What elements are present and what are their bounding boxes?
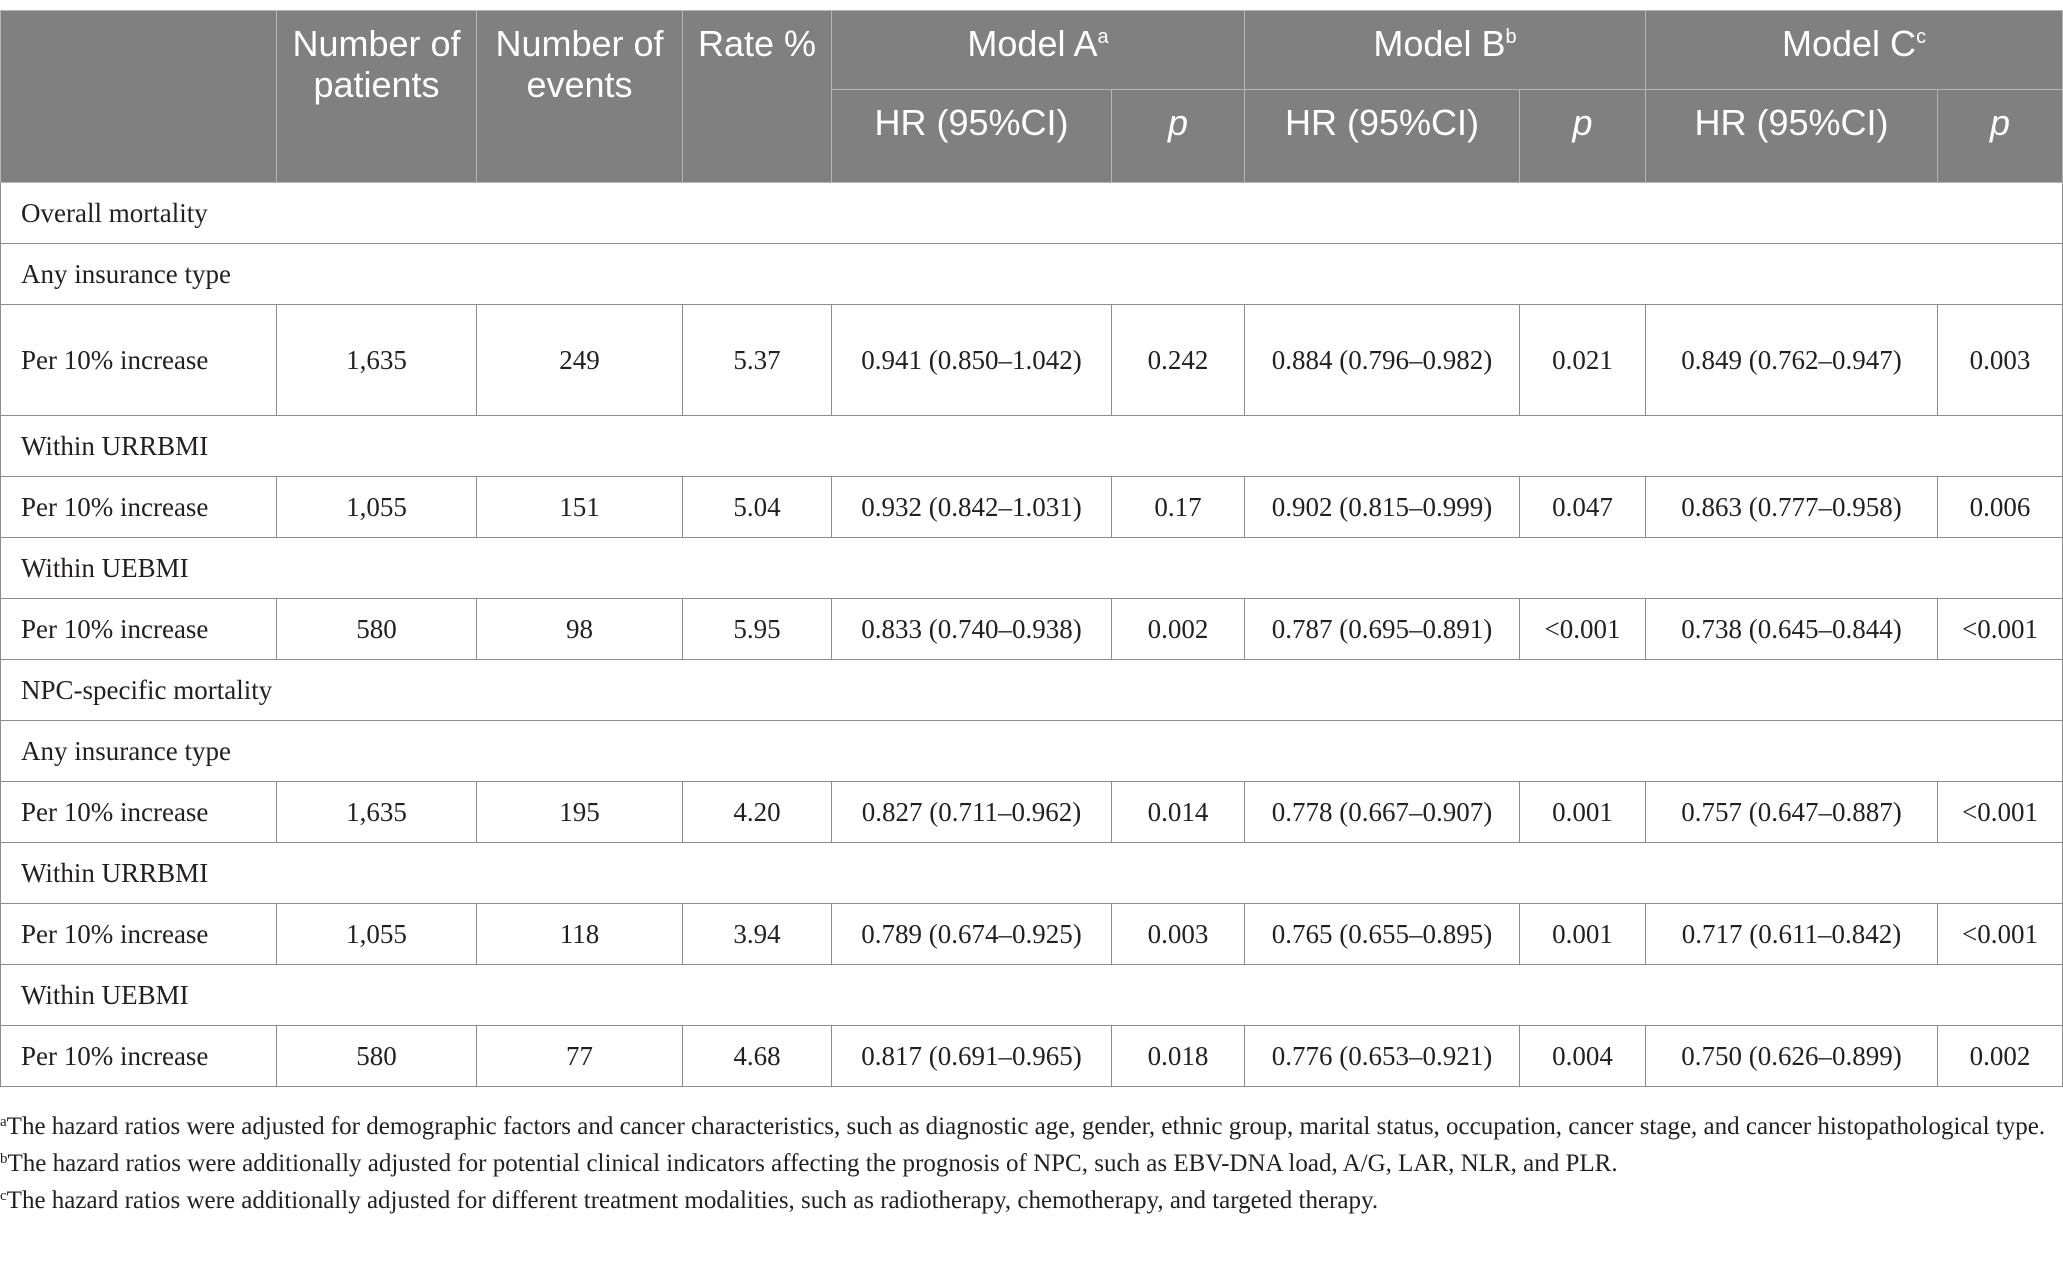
section-label: Within URRBMI <box>1 416 2063 477</box>
cell-p-c: 0.002 <box>1938 1026 2063 1087</box>
footnote-c <box>0 1182 2055 1219</box>
cell-p-c: <0.001 <box>1938 599 2063 660</box>
section-row <box>1 660 2063 721</box>
cell-hr-a: 0.941 (0.850–1.042) <box>832 305 1112 416</box>
cell-p-b: 0.021 <box>1520 305 1646 416</box>
cell-hr-b: 0.787 (0.695–0.891) <box>1245 599 1520 660</box>
cell-events: 151 <box>477 477 683 538</box>
header-empty-cell <box>1 11 277 183</box>
hazard-ratio-table <box>0 10 2063 1087</box>
table-row <box>1 599 2063 660</box>
footnote-mark: b <box>0 1151 8 1167</box>
cell-p-c: <0.001 <box>1938 782 2063 843</box>
cell-hr-a: 0.789 (0.674–0.925) <box>832 904 1112 965</box>
table-row <box>1 1026 2063 1087</box>
section-label: Within UEBMI <box>1 965 2063 1026</box>
model-b-label: Model B <box>1373 23 1506 64</box>
cell-p-c: 0.003 <box>1938 305 2063 416</box>
section-label: NPC-specific mortality <box>1 660 2063 721</box>
header-model-a <box>832 11 1245 90</box>
cell-hr-c: 0.717 (0.611–0.842) <box>1646 904 1938 965</box>
header-model-b <box>1245 11 1646 90</box>
model-c-footnote-mark: c <box>1916 26 1927 48</box>
footnote-text: The hazard ratios were additionally adjusted for different treatment modalities, such as radiotherapy, chemotherapy, and targeted therapy. <box>6 1187 1379 1214</box>
cell-hr-a: 0.932 (0.842–1.031) <box>832 477 1112 538</box>
footnote-mark: c <box>0 1188 7 1204</box>
footnote-a <box>0 1108 2055 1145</box>
model-c-label: Model C <box>1782 23 1917 64</box>
footnotes <box>0 1108 2055 1219</box>
cell-hr-c: 0.738 (0.645–0.844) <box>1646 599 1938 660</box>
section-row <box>1 721 2063 782</box>
header-p-model-a: p <box>1112 90 1245 183</box>
section-label: Any insurance type <box>1 721 2063 782</box>
cell-patients: 1,055 <box>277 904 477 965</box>
cell-hr-a: 0.817 (0.691–0.965) <box>832 1026 1112 1087</box>
cell-events: 98 <box>477 599 683 660</box>
row-label: Per 10% increase <box>1 1026 277 1087</box>
footnote-text: The hazard ratios were additionally adjusted for potential clinical indicators affecting the prognosis of NPC, such as EBV-DNA load, A/G, LAR, NLR, and PLR. <box>7 1150 1618 1177</box>
cell-hr-c: 0.750 (0.626–0.899) <box>1646 1026 1938 1087</box>
section-row <box>1 965 2063 1026</box>
row-label: Per 10% increase <box>1 599 277 660</box>
section-label: Any insurance type <box>1 244 2063 305</box>
section-row <box>1 183 2063 244</box>
cell-p-c: 0.006 <box>1938 477 2063 538</box>
cell-p-c: <0.001 <box>1938 904 2063 965</box>
row-label: Per 10% increase <box>1 782 277 843</box>
table-row <box>1 305 2063 416</box>
cell-patients: 1,635 <box>277 305 477 416</box>
cell-p-a: 0.002 <box>1112 599 1245 660</box>
cell-rate: 5.95 <box>683 599 832 660</box>
cell-p-b: 0.001 <box>1520 904 1646 965</box>
cell-rate: 5.37 <box>683 305 832 416</box>
table-row <box>1 904 2063 965</box>
cell-hr-a: 0.833 (0.740–0.938) <box>832 599 1112 660</box>
cell-p-a: 0.018 <box>1112 1026 1245 1087</box>
cell-rate: 4.20 <box>683 782 832 843</box>
header-hr-model-a: HR (95%CI) <box>832 90 1112 183</box>
cell-hr-b: 0.902 (0.815–0.999) <box>1245 477 1520 538</box>
cell-patients: 580 <box>277 1026 477 1087</box>
row-label: Per 10% increase <box>1 904 277 965</box>
cell-p-a: 0.242 <box>1112 305 1245 416</box>
table-row <box>1 477 2063 538</box>
model-b-footnote-mark: b <box>1505 26 1517 48</box>
model-a-label: Model A <box>967 23 1098 64</box>
row-label: Per 10% increase <box>1 305 277 416</box>
cell-patients: 580 <box>277 599 477 660</box>
header-hr-model-b: HR (95%CI) <box>1245 90 1520 183</box>
footnote-b <box>0 1145 2055 1182</box>
footnote-text: The hazard ratios were adjusted for demographic factors and cancer characteristics, such as diagnostic age, gender, ethnic group, marital status, occupation, cancer stage, and cancer histopathological type. <box>6 1113 2046 1140</box>
cell-rate: 4.68 <box>683 1026 832 1087</box>
cell-p-a: 0.17 <box>1112 477 1245 538</box>
header-rate: Rate % <box>683 11 832 183</box>
cell-hr-b: 0.776 (0.653–0.921) <box>1245 1026 1520 1087</box>
cell-hr-a: 0.827 (0.711–0.962) <box>832 782 1112 843</box>
row-label: Per 10% increase <box>1 477 277 538</box>
section-label: Within URRBMI <box>1 843 2063 904</box>
cell-events: 249 <box>477 305 683 416</box>
cell-patients: 1,635 <box>277 782 477 843</box>
header-p-model-c: p <box>1938 90 2063 183</box>
cell-hr-c: 0.849 (0.762–0.947) <box>1646 305 1938 416</box>
cell-hr-b: 0.778 (0.667–0.907) <box>1245 782 1520 843</box>
table-header <box>1 11 2063 183</box>
cell-p-b: 0.047 <box>1520 477 1646 538</box>
cell-hr-b: 0.765 (0.655–0.895) <box>1245 904 1520 965</box>
section-row <box>1 538 2063 599</box>
footnote-mark: a <box>0 1114 7 1130</box>
cell-p-b: 0.001 <box>1520 782 1646 843</box>
table-body <box>1 183 2063 1087</box>
cell-patients: 1,055 <box>277 477 477 538</box>
header-hr-model-c: HR (95%CI) <box>1646 90 1938 183</box>
cell-events: 77 <box>477 1026 683 1087</box>
header-number-of-patients: Number of patients <box>277 11 477 183</box>
header-model-c <box>1646 11 2063 90</box>
table-row <box>1 782 2063 843</box>
cell-p-a: 0.003 <box>1112 904 1245 965</box>
model-a-footnote-mark: a <box>1097 26 1109 48</box>
header-number-of-events: Number of events <box>477 11 683 183</box>
cell-rate: 5.04 <box>683 477 832 538</box>
section-label: Within UEBMI <box>1 538 2063 599</box>
cell-events: 195 <box>477 782 683 843</box>
section-label: Overall mortality <box>1 183 2063 244</box>
cell-rate: 3.94 <box>683 904 832 965</box>
section-row <box>1 843 2063 904</box>
cell-p-b: 0.004 <box>1520 1026 1646 1087</box>
cell-hr-c: 0.863 (0.777–0.958) <box>1646 477 1938 538</box>
section-row <box>1 244 2063 305</box>
cell-p-a: 0.014 <box>1112 782 1245 843</box>
cell-hr-b: 0.884 (0.796–0.982) <box>1245 305 1520 416</box>
cell-events: 118 <box>477 904 683 965</box>
cell-hr-c: 0.757 (0.647–0.887) <box>1646 782 1938 843</box>
cell-p-b: <0.001 <box>1520 599 1646 660</box>
header-p-model-b: p <box>1520 90 1646 183</box>
section-row <box>1 416 2063 477</box>
